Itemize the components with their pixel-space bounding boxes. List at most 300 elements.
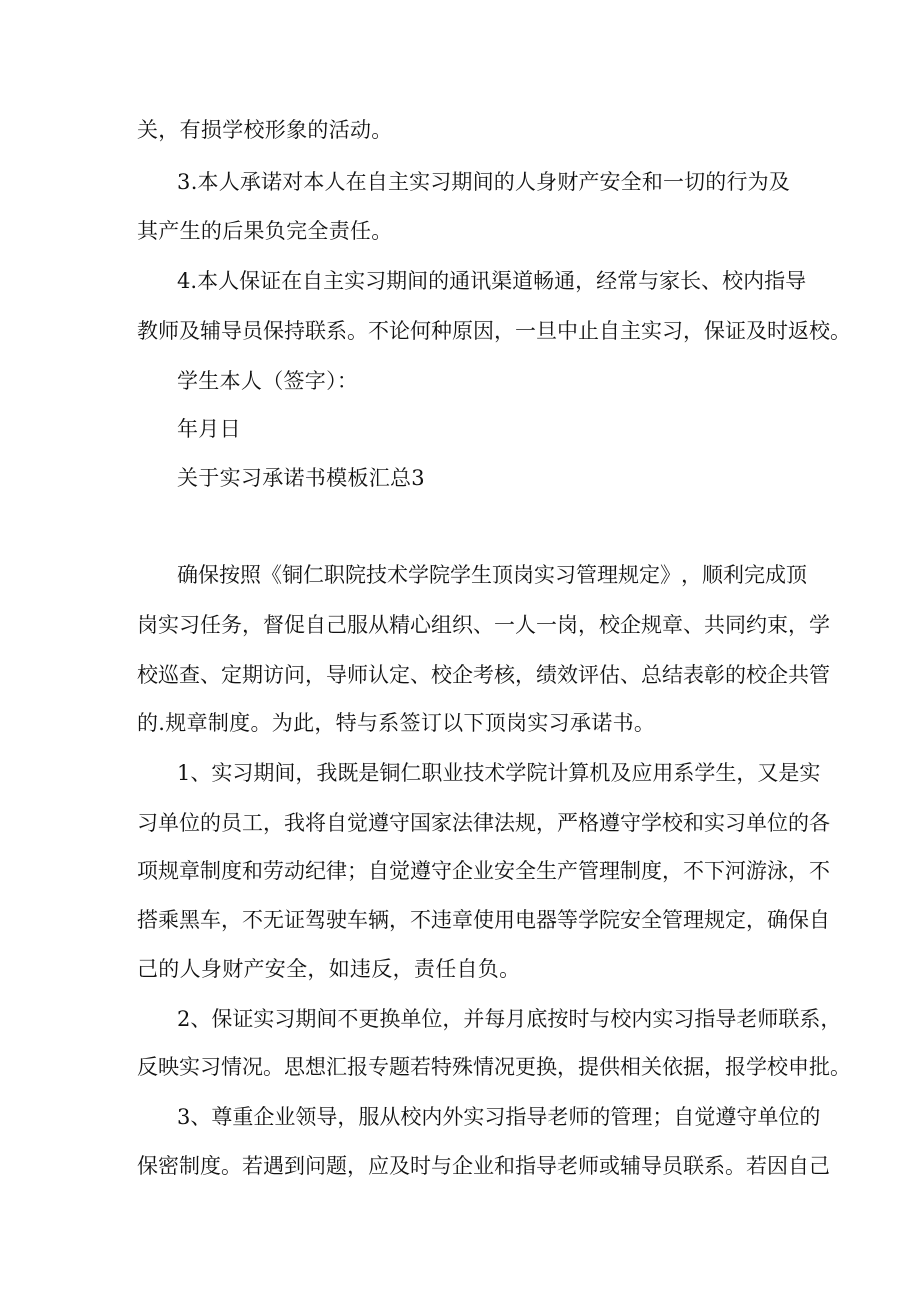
glyph: ， [788, 613, 809, 637]
glyph: 提 [578, 1055, 599, 1079]
glyph: 情 [473, 1055, 494, 1079]
glyph: 黑 [179, 908, 200, 932]
glyph: 共 [788, 663, 809, 687]
glyph: 守 [736, 1105, 758, 1129]
glyph: 关 [641, 1055, 662, 1079]
glyph: ， [681, 563, 702, 587]
glyph: 泳 [767, 859, 788, 883]
glyph: 实 [704, 811, 725, 835]
glyph: 止 [578, 319, 599, 343]
glyph: 定 [221, 663, 242, 687]
glyph: ， [389, 908, 410, 932]
glyph: 问 [305, 1154, 326, 1178]
glyph: 老 [736, 1007, 758, 1031]
glyph: 据 [683, 1055, 704, 1079]
glyph: 原 [452, 319, 473, 343]
glyph: 切 [684, 170, 706, 194]
glyph: 内 [421, 1105, 443, 1129]
glyph: 业 [473, 859, 494, 883]
glyph: 自 [673, 1105, 695, 1129]
glyph: ， [575, 269, 597, 293]
glyph: 术 [387, 563, 408, 587]
glyph: 持 [284, 319, 305, 343]
glyph: 期 [253, 761, 275, 785]
glyph: 》 [660, 563, 681, 587]
glyph: 是 [778, 761, 800, 785]
glyph: 度 [200, 1154, 221, 1178]
glyph: 格 [578, 811, 599, 835]
glyph: 理 [683, 908, 704, 932]
glyph: 全 [515, 859, 536, 883]
glyph: ， [305, 663, 326, 687]
glyph: 、 [473, 613, 494, 637]
glyph: 定 [389, 663, 410, 687]
glyph: 按 [219, 563, 240, 587]
glyph: 若 [410, 1055, 431, 1079]
glyph: 尊 [211, 1105, 233, 1129]
text-line [177, 560, 807, 590]
glyph: 产 [557, 859, 578, 883]
glyph: 的 [493, 170, 515, 194]
glyph: 返 [788, 319, 809, 343]
glyph: 自 [305, 613, 326, 637]
glyph: 单 [158, 811, 179, 835]
glyph: 间 [472, 170, 494, 194]
glyph: 又 [757, 761, 779, 785]
glyph: 理 [631, 1105, 653, 1129]
glyph: 校 [599, 613, 620, 637]
glyph: 师 [347, 663, 368, 687]
glyph: 一 [536, 613, 557, 637]
glyph: 乘 [158, 908, 179, 932]
glyph: 生 [715, 761, 737, 785]
glyph: 各 [809, 811, 830, 835]
glyph: 间 [407, 269, 429, 293]
glyph: 与 [589, 1007, 611, 1031]
glyph: 辅 [620, 1154, 641, 1178]
glyph: 和 [641, 170, 663, 194]
glyph: 规 [704, 908, 725, 932]
glyph: 况 [494, 1055, 515, 1079]
glyph: ， [442, 1007, 464, 1031]
glyph: 习 [365, 269, 387, 293]
glyph: 仁 [303, 563, 324, 587]
glyph: 访 [263, 663, 284, 687]
glyph: 习 [484, 1105, 506, 1129]
glyph: 理 [599, 859, 620, 883]
glyph: 习 [430, 170, 452, 194]
glyph: 主 [620, 319, 641, 343]
glyph: 位 [778, 1105, 800, 1129]
glyph: 、 [410, 663, 431, 687]
glyph: 核 [494, 663, 515, 687]
glyph: 导 [316, 1105, 338, 1129]
glyph: 的 [428, 269, 450, 293]
glyph: 我 [316, 761, 338, 785]
glyph: 报 [725, 1055, 746, 1079]
glyph: 制 [200, 859, 221, 883]
glyph: 项 [137, 859, 158, 883]
glyph: 外 [442, 1105, 464, 1129]
text-line [137, 660, 830, 690]
glyph: 因 [767, 1154, 788, 1178]
glyph: 及 [610, 761, 632, 785]
glyph: 系 [326, 319, 347, 343]
glyph: 的 [788, 811, 809, 835]
glyph: 习 [179, 613, 200, 637]
glyph: 期 [386, 269, 408, 293]
glyph: ， [788, 859, 809, 883]
glyph: 学 [809, 613, 830, 637]
glyph: 不 [337, 1007, 359, 1031]
glyph: 3 [177, 1105, 191, 1129]
glyph: 觉 [694, 1105, 716, 1129]
glyph: 章 [179, 859, 200, 883]
glyph: 保 [788, 908, 809, 932]
glyph: 辆 [368, 908, 389, 932]
glyph: 既 [337, 761, 359, 785]
glyph: 单 [757, 1105, 779, 1129]
glyph: 师 [578, 1154, 599, 1178]
glyph: 工 [242, 811, 263, 835]
glyph: 何 [410, 319, 431, 343]
text-line [137, 1052, 851, 1082]
glyph: 业 [442, 761, 464, 785]
glyph: 法 [494, 811, 515, 835]
text-line [137, 905, 830, 935]
glyph: 、 [190, 1007, 212, 1031]
glyph: 师 [568, 1105, 590, 1129]
glyph: 巡 [158, 663, 179, 687]
glyph: 位 [179, 811, 200, 835]
glyph: 每 [484, 1007, 506, 1031]
glyph: . [190, 170, 198, 194]
text-line [177, 1004, 842, 1034]
glyph: 学 [505, 761, 527, 785]
glyph: 思 [284, 1055, 305, 1079]
glyph: 不 [809, 859, 830, 883]
glyph: 估 [599, 663, 620, 687]
glyph: ， [295, 761, 317, 785]
glyph: 《 [261, 563, 282, 587]
glyph: 在 [281, 269, 303, 293]
glyph: 本 [197, 269, 219, 293]
glyph: 遵 [368, 811, 389, 835]
glyph: 实 [158, 613, 179, 637]
glyph: 制 [179, 1154, 200, 1178]
glyph: 督 [263, 613, 284, 637]
glyph: 。 [830, 319, 851, 343]
glyph: 定 [639, 563, 660, 587]
glyph: 。 [263, 1055, 284, 1079]
glyph: 期 [242, 663, 263, 687]
text-line [137, 316, 851, 346]
glyph: 算 [568, 761, 590, 785]
glyph: 主 [387, 170, 409, 194]
glyph: 学 [641, 811, 662, 835]
glyph: 习 [725, 811, 746, 835]
glyph: 导 [785, 269, 807, 293]
glyph: 实 [409, 170, 431, 194]
glyph: 实 [463, 1105, 485, 1129]
glyph: 完 [744, 563, 765, 587]
glyph: 中 [557, 319, 578, 343]
glyph: 期 [451, 170, 473, 194]
glyph: 。 [347, 319, 368, 343]
glyph: ， [494, 319, 515, 343]
glyph: 全 [620, 170, 642, 194]
glyph: ， [242, 613, 263, 637]
glyph: 院 [345, 563, 366, 587]
text-line [137, 610, 830, 640]
glyph: 人 [218, 269, 240, 293]
glyph: 指 [505, 1105, 527, 1129]
glyph: 守 [389, 811, 410, 835]
glyph: 情 [221, 1055, 242, 1079]
glyph: 遵 [410, 859, 431, 883]
glyph: 校 [400, 1105, 422, 1129]
glyph: 联 [305, 319, 326, 343]
glyph: 保 [704, 319, 725, 343]
glyph: 渠 [491, 269, 513, 293]
glyph: 照 [240, 563, 261, 587]
signature-label: 学生本人（签字）： [177, 369, 359, 393]
glyph: 为 [747, 170, 769, 194]
glyph: 保 [211, 1007, 233, 1031]
glyph: ， [347, 1154, 368, 1178]
glyph: 联 [778, 1007, 800, 1031]
glyph: 老 [557, 1154, 578, 1178]
glyph: 律 [326, 859, 347, 883]
glyph: 导 [641, 1154, 662, 1178]
glyph: 导 [221, 319, 242, 343]
glyph: 或 [599, 1154, 620, 1178]
glyph: 河 [725, 859, 746, 883]
glyph: 位 [767, 811, 788, 835]
glyph: 重 [232, 1105, 254, 1129]
glyph: 3 [177, 170, 191, 194]
glyph: 驾 [305, 908, 326, 932]
glyph: 评 [578, 663, 599, 687]
glyph: 实 [799, 761, 821, 785]
glyph: 导 [715, 1007, 737, 1031]
glyph: 组 [431, 613, 452, 637]
glyph: 管 [809, 663, 830, 687]
glyph: 成 [765, 563, 786, 587]
glyph: 应 [368, 1154, 389, 1178]
glyph: 在 [345, 170, 367, 194]
glyph: 保 [137, 1154, 158, 1178]
glyph: 觉 [347, 811, 368, 835]
glyph: 技 [366, 563, 387, 587]
glyph: 家 [431, 811, 452, 835]
glyph: 校 [746, 663, 767, 687]
glyph: 批 [809, 1055, 830, 1079]
glyph: 我 [284, 811, 305, 835]
glyph: 因 [473, 319, 494, 343]
glyph: 学 [578, 908, 599, 932]
glyph: 身 [536, 170, 558, 194]
glyph: 无 [263, 908, 284, 932]
glyph: 师 [757, 1007, 779, 1031]
glyph: 游 [746, 859, 767, 883]
glyph: 心 [410, 613, 431, 637]
glyph: 内 [743, 269, 765, 293]
glyph: 专 [368, 1055, 389, 1079]
glyph: 动 [284, 859, 305, 883]
glyph: 一 [662, 170, 684, 194]
text-line [177, 266, 807, 296]
glyph: 精 [389, 613, 410, 637]
glyph: 种 [431, 319, 452, 343]
glyph: 旦 [536, 319, 557, 343]
glyph: 习 [673, 1007, 695, 1031]
glyph: 系 [704, 1154, 725, 1178]
glyph: 月 [505, 1007, 527, 1031]
glyph: 人 [218, 170, 240, 194]
glyph: 人 [514, 170, 536, 194]
glyph: 仁 [400, 761, 422, 785]
glyph: ； [652, 1105, 674, 1129]
glyph: 内 [631, 1007, 653, 1031]
glyph: 度 [641, 859, 662, 883]
glyph: 规 [618, 563, 639, 587]
glyph: 服 [347, 613, 368, 637]
glyph: 一 [515, 319, 536, 343]
glyph: 绩 [536, 663, 557, 687]
glyph: 的 [725, 663, 746, 687]
glyph: 的 [799, 1105, 821, 1129]
glyph: 确 [177, 563, 198, 587]
glyph: 遇 [263, 1154, 284, 1178]
glyph: 计 [547, 761, 569, 785]
glyph: 岗 [513, 563, 534, 587]
glyph: 密 [158, 1154, 179, 1178]
glyph: 束 [767, 613, 788, 637]
glyph: ， [736, 761, 758, 785]
glyph: 畅 [533, 269, 555, 293]
glyph: 不 [242, 908, 263, 932]
glyph: 严 [557, 811, 578, 835]
glyph: 4 [177, 269, 191, 293]
glyph: 。 [221, 1154, 242, 1178]
glyph: 将 [305, 811, 326, 835]
glyph: 实 [652, 1007, 674, 1031]
glyph: 自 [326, 811, 347, 835]
glyph: 自 [302, 269, 324, 293]
glyph: 从 [379, 1105, 401, 1129]
glyph: ， [515, 663, 536, 687]
glyph: 自 [809, 908, 830, 932]
glyph: 章 [452, 908, 473, 932]
glyph: 、 [200, 663, 221, 687]
glyph: 表 [683, 663, 704, 687]
glyph: 诺 [261, 170, 282, 194]
glyph: 更 [358, 1007, 380, 1031]
glyph: 财 [557, 170, 579, 194]
glyph: 企 [620, 613, 641, 637]
glyph: 顶 [492, 563, 513, 587]
glyph: 企 [452, 663, 473, 687]
glyph: 和 [242, 859, 263, 883]
glyph: 老 [547, 1105, 569, 1129]
glyph: 单 [746, 811, 767, 835]
glyph: 应 [631, 761, 653, 785]
glyph: 人 [515, 613, 536, 637]
glyph: 从 [368, 613, 389, 637]
glyph: 系 [799, 1007, 821, 1031]
glyph: 领 [295, 1105, 317, 1129]
glyph: 通 [554, 269, 576, 293]
glyph: 报 [347, 1055, 368, 1079]
glyph: 经 [596, 269, 618, 293]
glyph: 校 [137, 663, 158, 687]
glyph: 车 [347, 908, 368, 932]
glyph: 道 [512, 269, 534, 293]
glyph: 导 [326, 663, 347, 687]
glyph: 和 [683, 811, 704, 835]
glyph: 守 [620, 811, 641, 835]
glyph: 。 [725, 1154, 746, 1178]
glyph: 学 [746, 1055, 767, 1079]
glyph: 院 [526, 761, 548, 785]
glyph: 的 [200, 811, 221, 835]
glyph: 安 [620, 908, 641, 932]
glyph: 证 [260, 269, 282, 293]
glyph: 自 [599, 319, 620, 343]
glyph: 共 [704, 613, 725, 637]
glyph: 证 [284, 908, 305, 932]
text-line [177, 758, 821, 788]
glyph: ， [337, 1105, 359, 1129]
date-label: 年月日 [177, 417, 241, 441]
glyph: 习 [200, 1055, 221, 1079]
glyph: 承 [239, 170, 261, 194]
glyph: 生 [471, 563, 492, 587]
glyph: 员 [221, 811, 242, 835]
glyph: 指 [515, 1154, 536, 1178]
glyph: ， [746, 908, 767, 932]
glyph: 服 [358, 1105, 380, 1129]
glyph: 校 [610, 1007, 632, 1031]
glyph: 位 [421, 1007, 443, 1031]
glyph: 全 [641, 908, 662, 932]
glyph: 总 [641, 663, 662, 687]
glyph: 自 [368, 859, 389, 883]
glyph: 等 [557, 908, 578, 932]
glyph: 的 [705, 170, 727, 194]
glyph: 结 [662, 663, 683, 687]
glyph: 实 [641, 319, 662, 343]
glyph: 务 [221, 613, 242, 637]
glyph: 一 [494, 613, 515, 637]
glyph: 实 [211, 761, 233, 785]
glyph: 习 [274, 1007, 296, 1031]
glyph: 若 [746, 1154, 767, 1178]
glyph: 2 [177, 1007, 191, 1031]
glyph: 及 [746, 319, 767, 343]
glyph: 规 [515, 811, 536, 835]
glyph: 保 [198, 563, 219, 587]
glyph: 顺 [702, 563, 723, 587]
glyph: 、 [620, 663, 641, 687]
glyph: 及 [179, 319, 200, 343]
glyph: 实 [253, 1007, 275, 1031]
glyph: 促 [284, 613, 305, 637]
glyph: 辅 [200, 319, 221, 343]
glyph: 考 [473, 663, 494, 687]
glyph: 不 [410, 908, 431, 932]
